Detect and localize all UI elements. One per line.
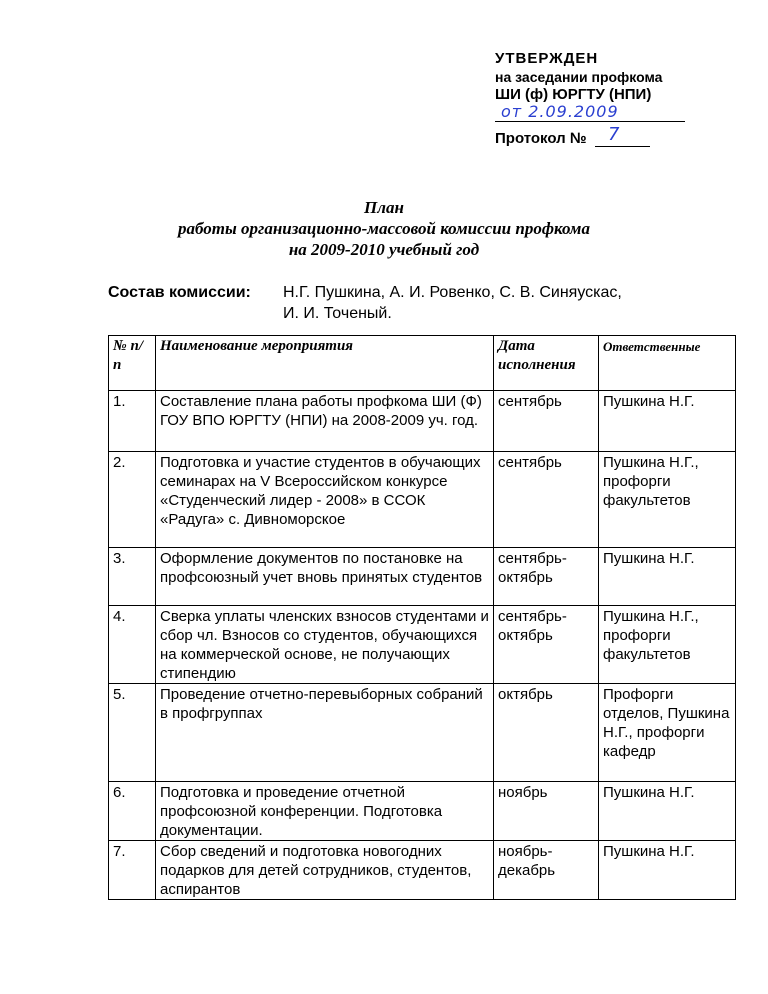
row-responsible: Пушкина Н.Г., профорги факультетов [599,452,736,548]
header-date: Дата исполнения [494,336,599,391]
title-line-3: на 2009-2010 учебный год [288,240,480,259]
plan-table [108,335,736,900]
row-date: сентябрь [494,391,599,452]
row-responsible: Пушкина Н.Г., профорги факультетов [599,606,736,684]
table-row [109,391,736,452]
table-row [109,452,736,548]
row-name: Проведение отчетно-перевыборных собраний в профгруппах [156,684,494,782]
protocol-underline [595,146,650,147]
row-name: Составление плана работы профкома ШИ (Ф) ГОУ ВПО ЮРГТУ (НПИ) на 2008-2009 уч. год. [156,391,494,452]
row-num: 6. [109,782,156,841]
title-line-2: работы организационно-массовой комиссии профкома [178,219,590,238]
row-name: Подготовка и проведение отчетной профсоюзной конференции. Подготовка документации. [156,782,494,841]
table-row [109,782,736,841]
row-responsible: Пушкина Н.Г. [599,548,736,606]
row-num: 5. [109,684,156,782]
row-date: октябрь [494,684,599,782]
approval-title: УТВЕРЖДЕН [495,50,599,67]
row-num: 4. [109,606,156,684]
approval-date [495,104,725,126]
protocol-number: 7 [608,124,620,145]
row-num: 7. [109,841,156,900]
row-date: ноябрь [494,782,599,841]
approval-date-handwritten: от 2.09.2009 [501,102,619,121]
row-num: 2. [109,452,156,548]
approval-protocol [495,124,725,150]
table-row [109,684,736,782]
table-row [109,841,736,900]
members-line-2: И. И. Точеный. [283,305,392,322]
composition-label: Состав комиссии: [108,284,251,301]
row-date: сентябрь [494,452,599,548]
row-date: сентябрь-октябрь [494,606,599,684]
row-responsible: Пушкина Н.Г. [599,391,736,452]
header-num: № п/п [109,336,156,391]
composition-members [283,282,683,324]
header-name: Наименование мероприятия [156,336,494,391]
approval-line-2: ШИ (ф) ЮРГТУ (НПИ) [495,86,652,103]
row-num: 3. [109,548,156,606]
row-date: ноябрь-декабрь [494,841,599,900]
title-line-1: План [364,198,404,217]
approval-line-1: на заседании профкома [495,69,663,85]
header-responsible: Ответственные [599,336,736,391]
row-num: 1. [109,391,156,452]
table-header-row [109,336,736,391]
row-responsible: Профорги отделов, Пушкина Н.Г., профорги кафедр [599,684,736,782]
approval-stamp [495,50,725,150]
row-responsible: Пушкина Н.Г. [599,782,736,841]
row-name: Оформление документов по постановке на профсоюзный учет вновь принятых студентов [156,548,494,606]
approval-date-underline [495,121,685,122]
row-responsible: Пушкина Н.Г. [599,841,736,900]
protocol-label: Протокол № [495,130,587,147]
row-name: Подготовка и участие студентов в обучающих семинарах на V Всероссийском конкурсе «Студенческий лидер - 2008» в ССОК «Радуга» с. Дивноморское [156,452,494,548]
table-row [109,606,736,684]
row-name: Сверка уплаты членских взносов студентами и сбор чл. Взносов со студентов, обучающихся на коммерческой основе, не получающих стипендию [156,606,494,684]
table-row [109,548,736,606]
members-line-1: Н.Г. Пушкина, А. И. Ровенко, С. В. Синяускас, [283,284,622,301]
row-date: сентябрь-октябрь [494,548,599,606]
document-title [100,197,668,260]
row-name: Сбор сведений и подготовка новогодних подарков для детей сотрудников, студентов, аспирантов [156,841,494,900]
